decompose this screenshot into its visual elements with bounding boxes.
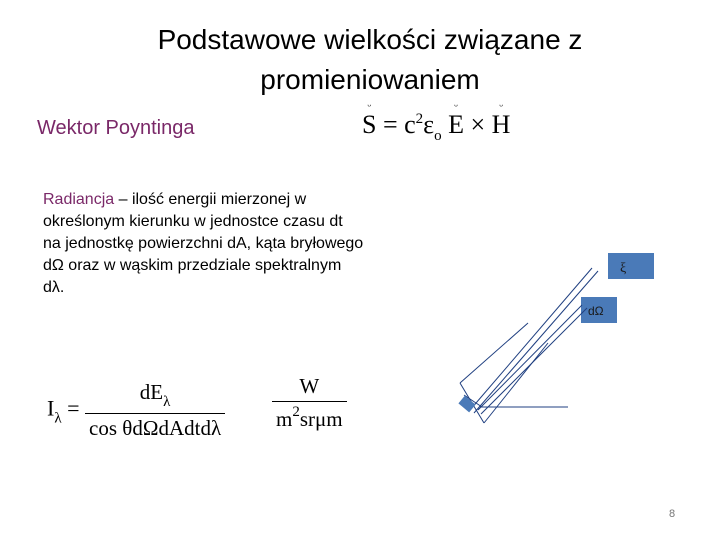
slide-title	[100, 20, 640, 100]
beam-ray-3	[478, 305, 582, 410]
radiance-numerator	[136, 380, 175, 413]
symbol-s: S	[362, 110, 377, 139]
units-den-rest: srμm	[299, 407, 343, 431]
radiance-line4: dΩ oraz w wąskim przedziale spektralnym	[43, 257, 342, 274]
beam-left-outer	[460, 323, 528, 383]
radiance-term: Radiancja	[43, 191, 115, 208]
equals-c: = c	[382, 110, 416, 139]
vector-h	[491, 99, 511, 140]
vector-e	[448, 99, 464, 140]
slide-title-line2: promieniowaniem	[260, 64, 480, 95]
units-den-m: m	[276, 407, 293, 431]
radiance-lhs-subscript: λ	[54, 410, 62, 427]
radiance-definition	[43, 189, 423, 299]
radiance-line5: dλ.	[43, 279, 65, 296]
radiance-equals: =	[67, 395, 80, 421]
radiance-denominator: cos θdΩdAdtdλ	[85, 413, 225, 441]
beam-ray-4	[481, 308, 587, 414]
slide-title-line1: Podstawowe wielkości związane z	[157, 24, 583, 55]
radiance-numerator-text: dE	[139, 380, 164, 404]
symbol-e: E	[448, 110, 464, 139]
vector-s	[362, 99, 377, 140]
radiance-geometry-diagram	[450, 245, 660, 435]
beam-ray-1	[470, 268, 592, 410]
xi-label: ξ	[620, 261, 627, 276]
poynting-heading: Wektor Poyntinga	[37, 117, 195, 139]
surface-element-da	[458, 396, 475, 413]
radiance-fraction	[85, 380, 225, 441]
vector-mark-h: ᵕ	[499, 99, 503, 113]
exponent-2: 2	[415, 111, 424, 127]
vector-mark-e: ᵕ	[454, 99, 458, 113]
radiance-line1	[43, 189, 423, 211]
epsilon-subscript: o	[434, 128, 442, 144]
symbol-h: H	[491, 110, 511, 139]
radiance-numerator-subscript: λ	[163, 394, 171, 410]
domega-label: dΩ	[588, 304, 604, 318]
units-den-exponent: 2	[292, 404, 300, 420]
radiance-line3: na jednostkę powierzchni dA, kąta bryłowego	[43, 235, 364, 252]
poynting-equation	[362, 99, 511, 145]
units-numerator: W	[299, 374, 320, 398]
vector-mark-s: ᵕ	[367, 99, 371, 113]
units-denominator	[272, 401, 347, 432]
page-number: 8	[669, 508, 676, 520]
symbol-epsilon: ε	[423, 110, 435, 139]
cross-product-sign: ×	[470, 110, 486, 139]
radiance-line1-rest: – ilość energii mierzonej w	[114, 191, 307, 208]
units-fraction-body	[272, 374, 347, 432]
radiance-lhs: I	[47, 395, 55, 421]
units-fraction	[272, 374, 347, 432]
radiance-line2: określonym kierunku w jednostce czasu dt	[43, 213, 343, 230]
radiance-equation	[47, 380, 225, 441]
xi-box	[608, 253, 654, 279]
beam-ray-2	[474, 271, 598, 413]
